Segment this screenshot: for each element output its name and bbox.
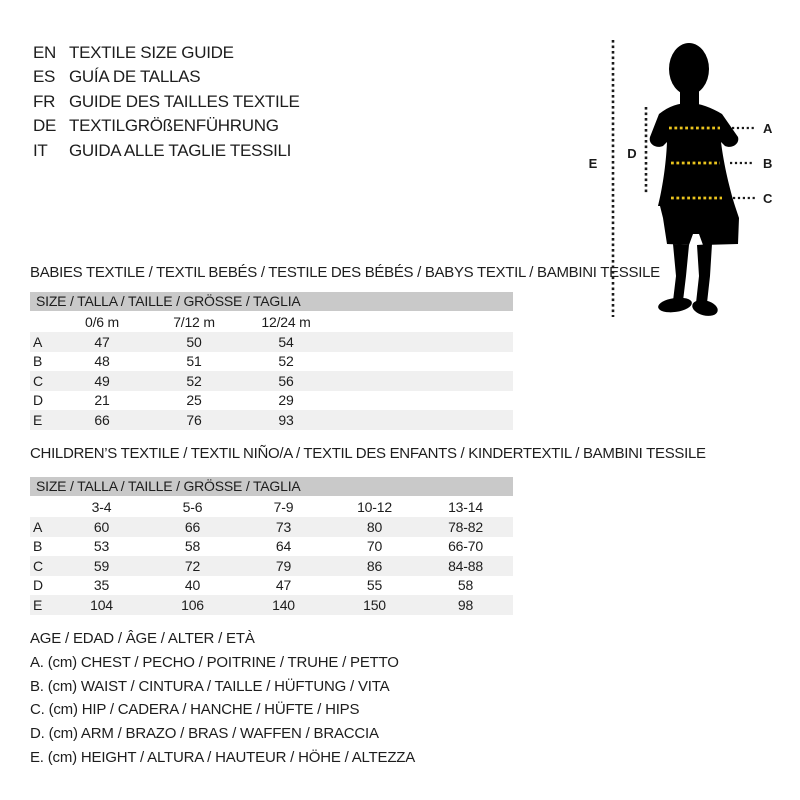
children-section-heading: CHILDREN’S TEXTILE / TEXTIL NIÑO/A / TEXTIL DES ENFANTS / KINDERTEXTIL / BAMBINI TESSILE [30, 445, 706, 462]
figure-label-E: E [588, 156, 598, 171]
guide-title-de: TEXTILGRÖßENFÜHRUNG [69, 116, 279, 136]
table-row-B [30, 352, 513, 372]
value-cell: 54 [278, 333, 294, 350]
value-cell: 64 [275, 538, 292, 555]
value-cell: 40 [184, 577, 201, 594]
children-column-header: 5-6 [182, 498, 203, 515]
language-code-it: IT [33, 140, 48, 160]
language-code-es: ES [33, 67, 56, 87]
silhouette-right-leg [696, 244, 712, 303]
language-code-fr: FR [33, 91, 56, 111]
silhouette-shirt [650, 103, 739, 206]
value-cell: 52 [278, 353, 294, 370]
value-cell: 140 [272, 596, 295, 613]
babies-size-table [30, 292, 513, 430]
value-cell: 29 [278, 392, 294, 409]
legend-line-arm: D. (cm) ARM / BRAZO / BRAS / WAFFEN / BRACCIA [30, 725, 379, 743]
row-label: D [33, 392, 43, 409]
legend-line-age: AGE / EDAD / ÂGE / ALTER / ETÀ [30, 630, 255, 647]
value-cell: 72 [184, 557, 201, 574]
children-column-header-row [30, 496, 513, 517]
value-cell: 150 [363, 596, 386, 613]
table-row-A [30, 332, 513, 352]
table-row-D [30, 576, 513, 596]
value-cell: 59 [93, 557, 110, 574]
value-cell: 49 [94, 372, 110, 389]
guide-title-es: GUÍA DE TALLAS [69, 67, 201, 87]
value-cell: 104 [90, 596, 113, 613]
value-cell: 93 [278, 411, 294, 428]
children-size-table [30, 477, 513, 615]
figure-label-A: A [763, 121, 773, 136]
value-cell: 50 [186, 333, 202, 350]
title-row-de [33, 114, 300, 138]
row-label: D [33, 577, 43, 594]
value-cell: 21 [94, 392, 110, 409]
value-cell: 73 [275, 518, 292, 535]
babies-column-header: 0/6 m [84, 313, 119, 330]
value-cell: 98 [457, 596, 474, 613]
legend-line-waist: B. (cm) WAIST / CINTURA / TAILLE / HÜFTUNG / VITA [30, 677, 390, 695]
table-row-E [30, 410, 513, 430]
value-cell: 86 [366, 557, 383, 574]
value-cell: 78-82 [448, 518, 483, 535]
babies-column-header: 12/24 m [261, 313, 311, 330]
value-cell: 60 [93, 518, 110, 535]
measurement-legend [30, 627, 415, 770]
silhouette-right-shoe [691, 298, 720, 319]
value-cell: 66 [94, 411, 110, 428]
language-title-block [33, 41, 300, 163]
child-silhouette-icon [650, 43, 739, 318]
children-column-header: 3-4 [91, 498, 112, 515]
value-cell: 70 [366, 538, 383, 555]
children-size-header-band: SIZE / TALLA / TAILLE / GRÖSSE / TAGLIA [30, 477, 513, 496]
row-label: A [33, 333, 43, 350]
silhouette-shorts [660, 206, 739, 245]
table-row-B [30, 537, 513, 557]
language-code-de: DE [33, 116, 57, 136]
value-cell: 84-88 [448, 557, 483, 574]
table-row-C [30, 556, 513, 576]
figure-label-B: B [763, 156, 773, 171]
value-cell: 52 [186, 372, 202, 389]
babies-size-header-band: SIZE / TALLA / TAILLE / GRÖSSE / TAGLIA [30, 292, 513, 311]
table-row-A [30, 517, 513, 537]
value-cell: 47 [94, 333, 110, 350]
value-cell: 76 [186, 411, 202, 428]
silhouette-left-shoe [657, 296, 693, 315]
value-cell: 53 [93, 538, 110, 555]
title-row-en [33, 41, 300, 65]
row-label: B [33, 353, 43, 370]
value-cell: 66-70 [448, 538, 483, 555]
legend-line-chest: A. (cm) CHEST / PECHO / POITRINE / TRUHE / PETTO [30, 653, 399, 671]
table-row-C [30, 371, 513, 391]
guide-title-it: GUIDA ALLE TAGLIE TESSILI [69, 140, 292, 160]
row-label: E [33, 596, 43, 613]
value-cell: 79 [275, 557, 292, 574]
figure-label-D: D [627, 146, 637, 161]
value-cell: 51 [186, 353, 202, 370]
title-row-es [33, 65, 300, 89]
title-row-it [33, 139, 300, 163]
row-label: B [33, 538, 43, 555]
babies-column-header: 7/12 m [173, 313, 215, 330]
row-label: C [33, 372, 43, 389]
children-column-header: 7-9 [273, 498, 294, 515]
value-cell: 66 [184, 518, 201, 535]
value-cell: 25 [186, 392, 202, 409]
silhouette-left-leg [673, 244, 689, 301]
value-cell: 47 [275, 577, 292, 594]
title-row-fr [33, 90, 300, 114]
children-column-header: 13-14 [448, 498, 483, 515]
value-cell: 80 [366, 518, 383, 535]
value-cell: 55 [366, 577, 383, 594]
legend-line-height: E. (cm) HEIGHT / ALTURA / HAUTEUR / HÖHE / ALTEZZA [30, 748, 416, 766]
guide-title-fr: GUIDE DES TAILLES TEXTILE [69, 91, 300, 111]
value-cell: 58 [457, 577, 474, 594]
babies-section-heading: BABIES TEXTILE / TEXTIL BEBÉS / TESTILE DES BÉBÉS / BABYS TEXTIL / BAMBINI TESSILE [30, 264, 660, 281]
row-label: C [33, 557, 43, 574]
babies-column-header-row [30, 311, 513, 332]
value-cell: 35 [93, 577, 110, 594]
value-cell: 56 [278, 372, 294, 389]
children-column-header: 10-12 [357, 498, 392, 515]
value-cell: 58 [184, 538, 201, 555]
row-label: E [33, 411, 43, 428]
legend-line-hip: C. (cm) HIP / CADERA / HANCHE / HÜFTE / HIPS [30, 701, 360, 719]
value-cell: 48 [94, 353, 110, 370]
table-row-D [30, 391, 513, 411]
figure-label-C: C [763, 191, 773, 206]
language-code-en: EN [33, 43, 57, 62]
value-cell: 106 [181, 596, 204, 613]
table-row-E [30, 595, 513, 615]
guide-title-en: TEXTILE SIZE GUIDE [69, 43, 234, 62]
row-label: A [33, 518, 43, 535]
